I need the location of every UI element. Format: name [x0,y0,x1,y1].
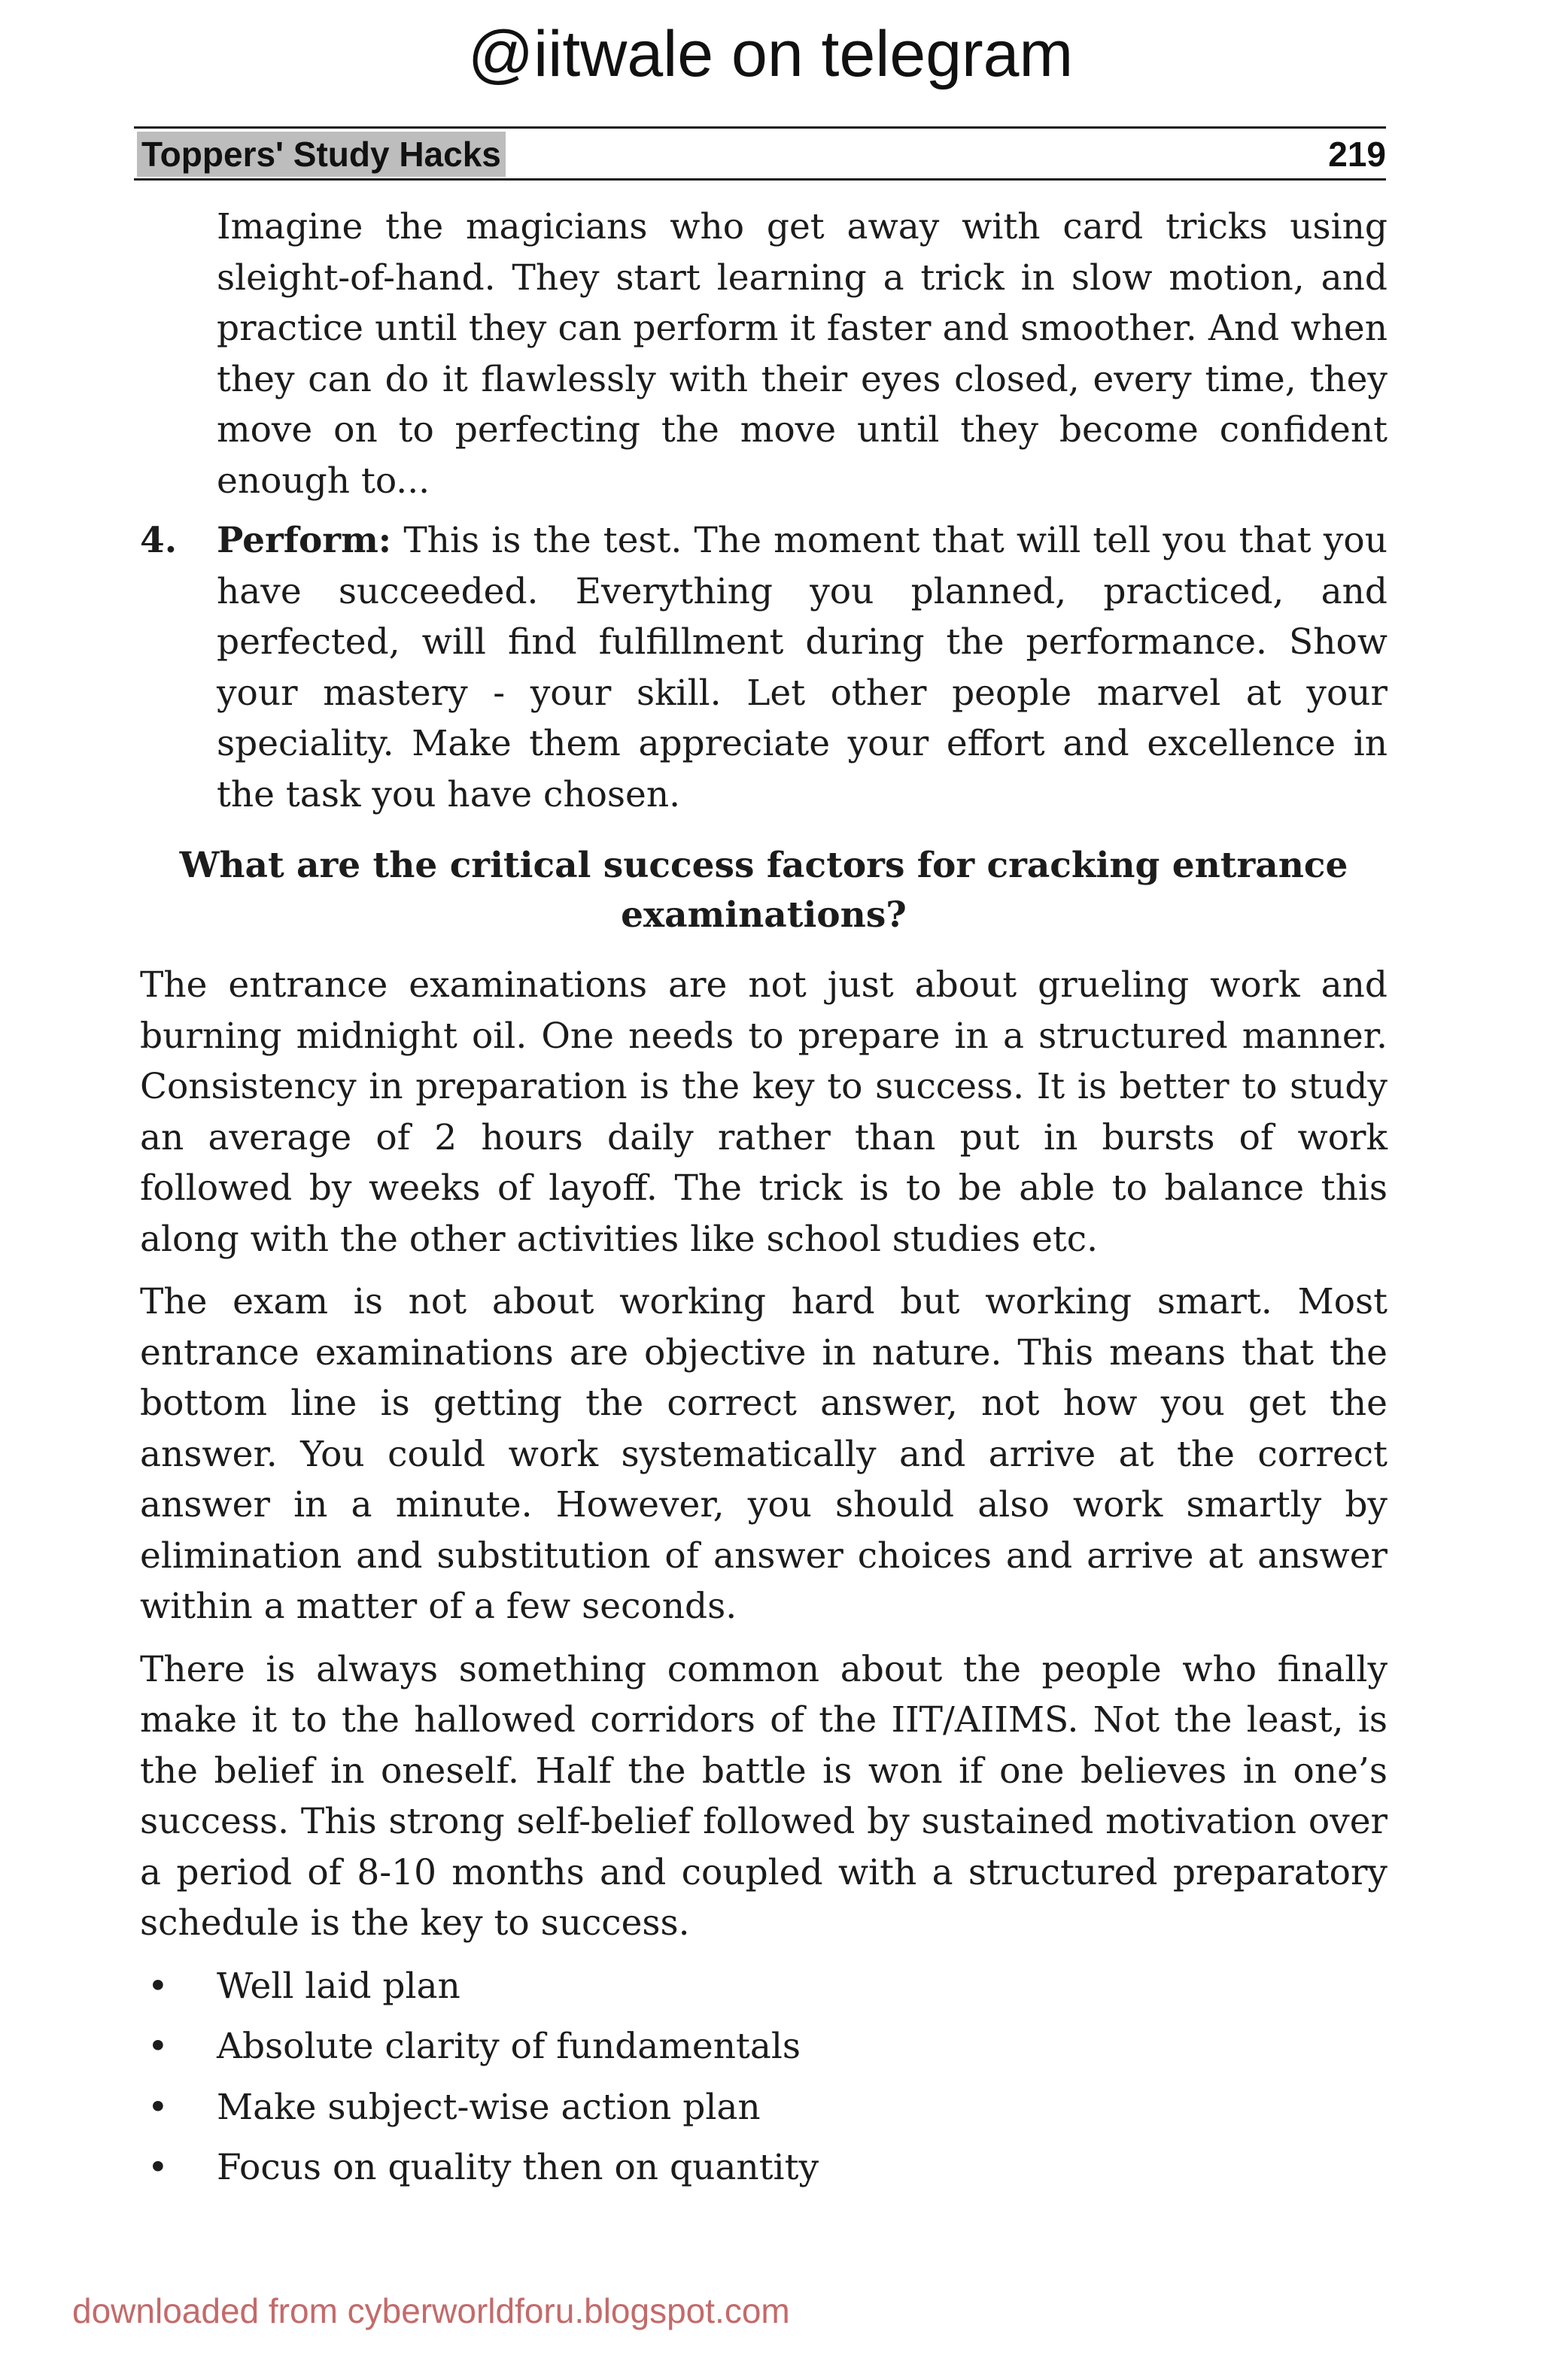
bullet-icon: • [147,1965,169,2007]
bullet-icon: • [147,2026,169,2067]
body-paragraph: The exam is not about working hard but working smart. Most entrance examinations are objective in nature. This means that the bottom line is getting the correct answer, not how you get the answer. You could work systematically and arrive at the correct answer in a minute. However, you should also work smartly by elimination and substitution of answer choices and arrive at answer within a matter of a few seconds. [140,1281,1388,1627]
list-item-text: Make subject-wise action plan [217,2086,761,2128]
list-item-text: Focus on quality then on quantity [217,2147,819,2188]
body-paragraph: There is always something common about the people who finally make it to the hallowed corridors of the IIT/AIIMS. Not the least, is the belief in oneself. Half the battle is won if one believes in one’s success. This strong self-belief followed by sustained motivation over a period of 8-10 months and coupled with a structured preparatory schedule is the key to success. [140,1648,1388,1944]
section-heading: What are the critical success factors for cracking entrance examinations? [179,845,1348,936]
step-number: 4. [140,520,178,561]
bullet-icon: • [147,2147,169,2188]
step-label: Perform: [217,520,392,561]
book-title: Toppers' Study Hacks [137,132,506,177]
list-item [140,2142,1388,2193]
list-item [140,2082,1388,2133]
list-item [140,2021,1388,2072]
telegram-watermark: @iitwale on telegram [467,18,1074,90]
running-header [134,126,1386,181]
step-text: This is the test. The moment that will tell you that you have succeeded. Everything you planned, practiced, and perfected, will find fulfillment during the performance. Show your mastery - your skill. Let other people marvel at your speciality. Make them appreciate your effort and excellence in the task you have chosen. [217,520,1388,815]
download-watermark: downloaded from cyberworldforu.blogspot.com [72,2291,790,2330]
page-number: 219 [1328,135,1386,174]
list-item-text: Absolute clarity of fundamentals [217,2026,801,2067]
list-item [140,1961,1388,2012]
bullet-list [140,1961,1388,2193]
body-paragraph: The entrance examinations are not just about grueling work and burning midnight oil. One needs to prepare in a structured manner. Consistency in preparation is the key to success. It is better to study an average of 2 hours daily rather than put in bursts of work followed by weeks of layoff. The trick is to be able to balance this along with the other activities like school studies etc. [140,964,1388,1260]
bullet-icon: • [147,2086,169,2128]
intro-paragraph: Imagine the magicians who get away with card tricks using sleight-of-hand. They start learning a trick in slow motion, and practice until they can perform it faster and smoother. And when they can do it flawlessly with their eyes closed, every time, they move on to perfecting the move until they become confident enough to... [217,206,1388,502]
list-item-text: Well laid plan [217,1965,460,2007]
page-body [140,202,1388,2203]
numbered-step-perform [140,515,1388,820]
